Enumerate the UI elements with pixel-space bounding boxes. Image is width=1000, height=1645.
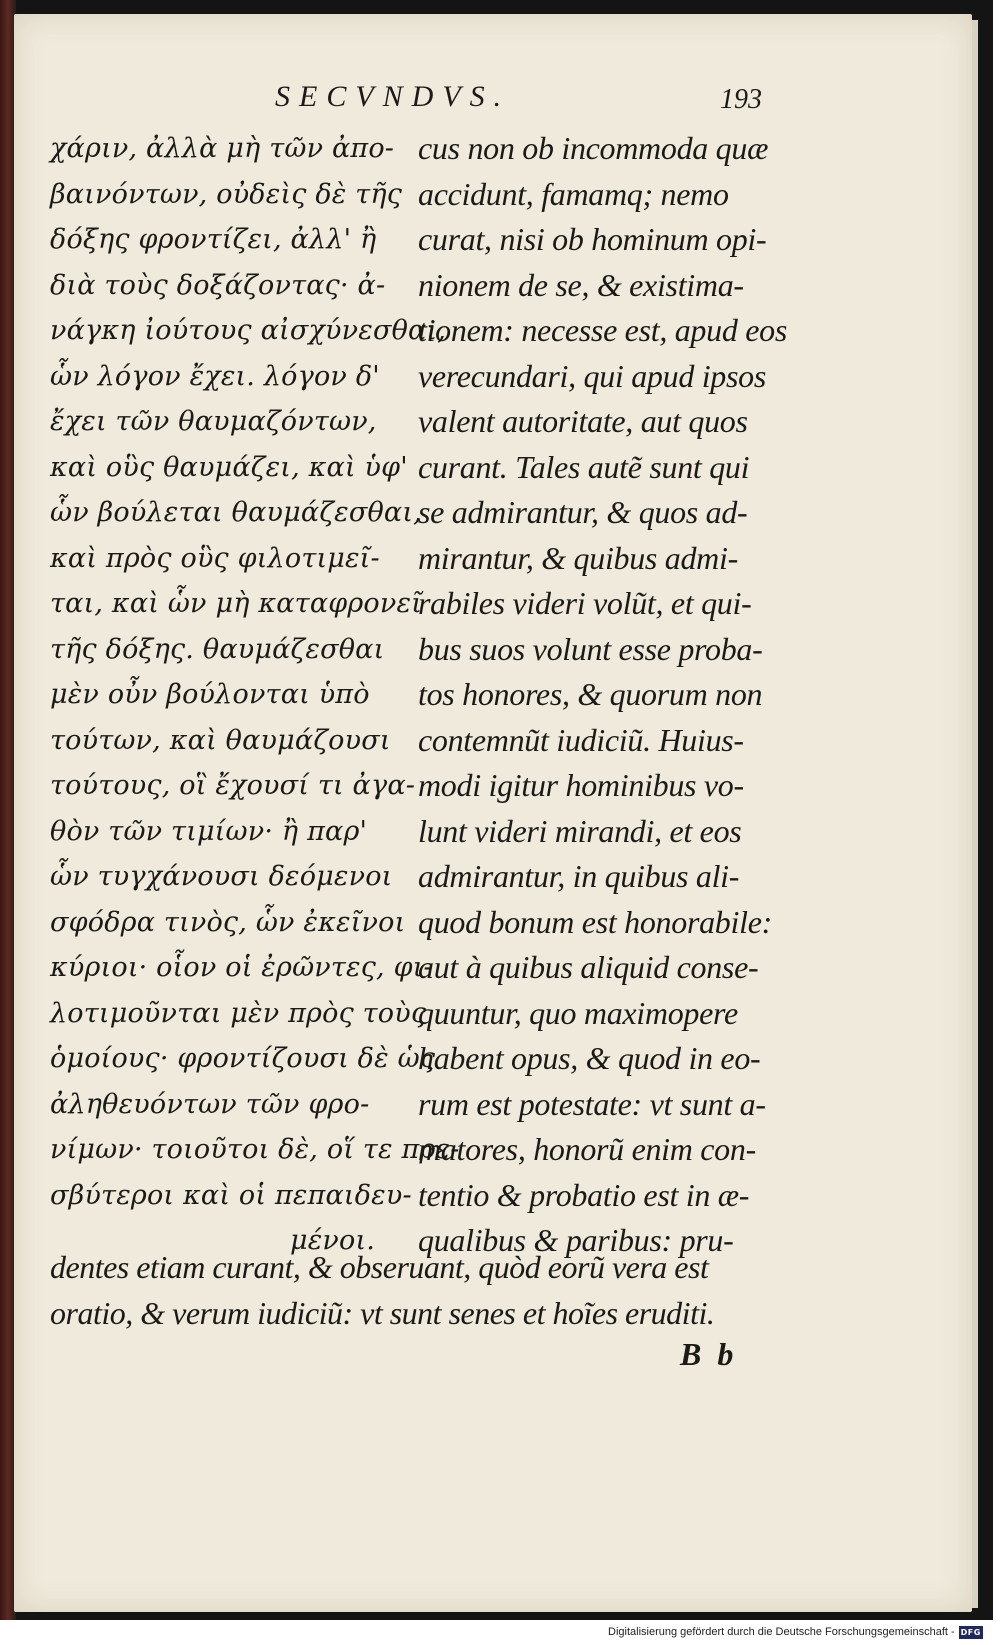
greek-line: σφόδρα τινὸς, ὧν ἐκεῖνοι — [50, 906, 406, 938]
greek-line: βαινόντων, οὐδεὶς δὲ τῆς — [50, 178, 403, 210]
latin-line: tos honores, & quorum non — [418, 676, 763, 712]
greek-line: μένοι. — [290, 1225, 376, 1256]
greek-line: τούτων, καὶ θαυμάζουσι — [50, 724, 391, 756]
latin-line: se admirantur, & quos ad- — [418, 494, 748, 530]
latin-line: verecundari, qui apud ipsos — [418, 357, 767, 394]
greek-line: καὶ πρὸς οὓς φιλοτιμεῖ- — [50, 542, 380, 574]
greek-line: δόξης φροντίζει, ἀλλ' ἢ — [50, 224, 377, 255]
footer-text: Digitalisierung gefördert durch die Deutsche Forschungsgemeinschaft - — [608, 1626, 955, 1638]
latin-line: rabiles videri volũt, et qui- — [418, 585, 752, 621]
page-number: 193 — [720, 84, 762, 115]
greek-line: νάγκη ἰούτους αἰσχύνεσθαι, — [50, 315, 447, 346]
footer-credit — [608, 1623, 983, 1641]
greek-line: θὸν τῶν τιμίων· ἢ παρ' — [50, 815, 368, 847]
dfg-logo-icon: DFG — [960, 1627, 981, 1637]
greek-line: ὧν τυγχάνουσι δεόμενοι — [50, 861, 393, 892]
greek-column — [50, 126, 460, 1264]
greek-line: τούτους, οἳ ἔχουσί τι ἀγα- — [50, 770, 416, 801]
greek-line: καὶ οὓς θαυμάζει, καὶ ὑφ' — [50, 451, 408, 483]
signature-mark: B b — [680, 1336, 738, 1372]
latin-line: tentio & probatio est in æ- — [418, 1176, 750, 1213]
greek-line: ὧν λόγον ἔχει. λόγον δ' — [50, 360, 380, 392]
latin-line: admirantur, in quibus ali- — [418, 858, 740, 894]
latin-line: modi igitur hominibus vo- — [418, 767, 744, 803]
greek-line: λοτιμοῦνται μὲν πρὸς τοὺς — [50, 997, 427, 1029]
greek-line: διὰ τοὺς δοξάζοντας· ἀ- — [50, 269, 386, 301]
latin-line: quod bonum est honorabile: — [418, 903, 772, 940]
greek-line: τῆς δόξης. θαυμάζεσθαι — [50, 633, 385, 665]
page-edge — [972, 20, 978, 1608]
latin-column — [418, 126, 808, 1264]
greek-line: ἀληθευόντων τῶν φρο- — [50, 1088, 370, 1120]
latin-line: curant. Tales autẽ sunt qui — [418, 448, 750, 485]
greek-line: νίμων· τοιοῦτοι δὲ, οἵ τε πρε- — [50, 1134, 460, 1165]
full-width-line: dentes etiam curant, & obseruant, quòd eorũ vera est — [50, 1249, 709, 1285]
latin-line: tionem: necesse est, apud eos — [418, 312, 787, 348]
latin-line: aut à quibus aliquid conse- — [418, 949, 759, 985]
latin-line: curat, nisi ob hominum opi- — [418, 221, 767, 257]
greek-line: ὁμοίους· φροντίζουσι δὲ ὡς — [50, 1043, 436, 1074]
greek-line: ται, καὶ ὧν μὴ καταφρονεῖ — [50, 588, 422, 619]
latin-line: rum est potestate: vt sunt a- — [418, 1085, 766, 1122]
latin-line: contemnũt iudiciũ. Huius- — [418, 721, 744, 758]
latin-line: matores, honorũ enim con- — [418, 1131, 756, 1167]
latin-line: mirantur, & quibus admi- — [418, 539, 738, 576]
latin-line: accidunt, famamq; nemo — [418, 175, 729, 212]
latin-line: nionem de se, & existima- — [418, 266, 744, 303]
latin-line: bus suos volunt esse proba- — [418, 630, 763, 667]
full-width-text — [50, 1245, 810, 1336]
latin-line: quuntur, quo maximopere — [418, 994, 738, 1031]
greek-line: κύριοι· οἷον οἱ ἐρῶντες, φι- — [50, 952, 433, 983]
full-width-line: oratio, & verum iudiciũ: vt sunt senes et hoĩes eruditi. — [50, 1294, 715, 1331]
latin-line: qualibus & paribus: pru- — [418, 1222, 734, 1258]
latin-line: valent autoritate, aut quos — [418, 403, 748, 439]
greek-line: μὲν οὖν βούλονται ὑπὸ — [50, 679, 370, 710]
latin-line: cus non ob incommoda quæ — [418, 130, 769, 166]
greek-line: ὧν βούλεται θαυμάζεσθαι, — [50, 497, 422, 528]
latin-line: habent opus, & quod in eo- — [418, 1040, 761, 1076]
running-head: SECVNDVS. — [275, 80, 511, 113]
greek-line: ἔχει τῶν θαυμαζόντων, — [50, 406, 377, 437]
greek-line: σβύτεροι καὶ οἱ πεπαιδευ- — [50, 1179, 412, 1211]
greek-line: χάριν, ἀλλὰ μὴ τῶν ἀπο- — [50, 133, 395, 164]
latin-line: lunt videri mirandi, et eos — [418, 812, 742, 849]
